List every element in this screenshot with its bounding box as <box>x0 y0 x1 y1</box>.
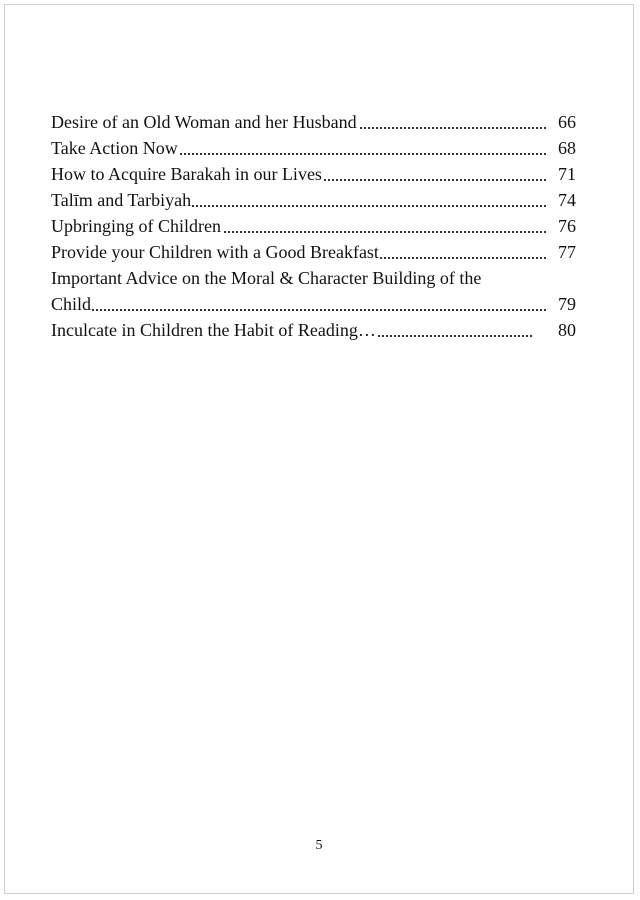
toc-entry <box>51 187 576 213</box>
toc-entry-title-continued: Child <box>51 294 92 314</box>
toc-entry <box>51 239 576 265</box>
toc-entry-line-1 <box>51 265 576 291</box>
toc-entry-title: Provide your Children with a Good Breakfast <box>51 242 379 262</box>
toc-entry-title: Desire of an Old Woman and her Husband <box>51 112 357 132</box>
document-page <box>4 4 634 894</box>
dot-leader <box>51 309 546 311</box>
toc-entry-title: Upbringing of Children <box>51 216 221 236</box>
toc-entry-page: 74 <box>550 187 576 213</box>
toc-entry-title: Talīm and Tarbiyah <box>51 190 192 210</box>
toc-entry-page: 77 <box>550 239 576 265</box>
toc-entry-line-2 <box>51 291 576 317</box>
toc-entry-title: Important Advice on the Moral & Character Building of the <box>51 268 482 288</box>
toc-entry-page: 80 <box>550 317 576 343</box>
toc-entry-page: 79 <box>550 291 576 317</box>
page-number: 5 <box>315 838 323 853</box>
toc-entry-page: 68 <box>550 135 576 161</box>
toc-entry-title: Take Action Now <box>51 138 178 158</box>
toc-entry <box>51 135 576 161</box>
toc-entry-title: How to Acquire Barakah in our Lives <box>51 164 322 184</box>
toc-entry-title: Inculcate in Children the Habit of Reading… <box>51 320 376 340</box>
toc-entry <box>51 109 576 135</box>
toc-entry <box>51 317 576 343</box>
toc-entry-page: 76 <box>550 213 576 239</box>
table-of-contents <box>51 109 576 343</box>
toc-entry-page: 66 <box>550 109 576 135</box>
toc-entry <box>51 213 576 239</box>
toc-entry <box>51 161 576 187</box>
toc-entry-page: 71 <box>550 161 576 187</box>
